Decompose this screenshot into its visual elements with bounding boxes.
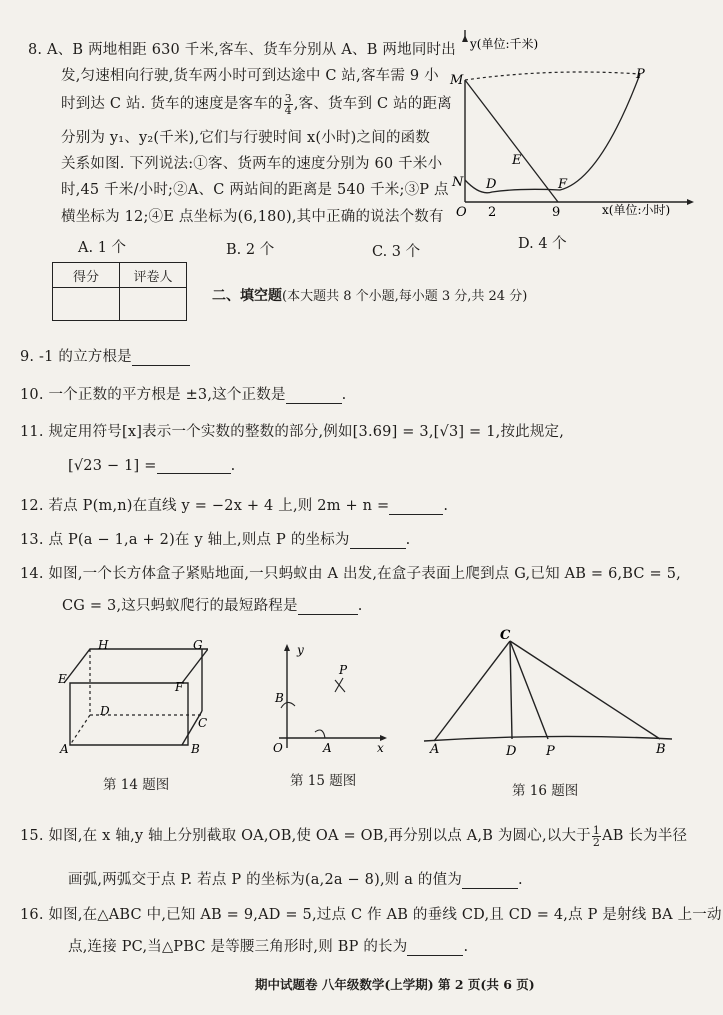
q12-text: 12. 若点 P(m,n)在直线 y = −2x + 4 上,则 2m + n = [20, 498, 390, 514]
q8-label-n: N [452, 175, 464, 190]
fig16-altitude-cd [510, 641, 512, 739]
q8-line-mf [465, 80, 558, 202]
question-9 [20, 345, 190, 366]
fig15-label-p: P [339, 663, 348, 677]
q16-text: 点,连接 PC,当△PBC 是等腰三角形时,则 BP 的长为 [68, 939, 408, 955]
q16-answer-blank[interactable] [407, 955, 463, 956]
grader-cell[interactable] [120, 288, 187, 321]
q8-tick-9: 9 [552, 205, 561, 220]
q8-graph [440, 30, 710, 230]
question-16-line-2: 点,连接 PC,当△PBC 是等腰三角形时,则 BP 的长为 . [68, 939, 469, 955]
q8-label-e: E [512, 153, 522, 168]
q15-frac-num: 1 [592, 823, 601, 837]
q8-line-3 [61, 92, 452, 117]
q10-text: 10. 一个正数的平方根是 ±3,这个正数是 [20, 387, 286, 403]
cuboid-label-h: H [98, 638, 109, 652]
score-header: 得分 [53, 263, 120, 288]
question-16-line-1: 16. 如图,在△ABC 中,已知 AB = 9,AD = 5,过点 C 作 AB 的垂线 CD,且 CD = 4,点 P 是射线 BA 上一动 [20, 907, 722, 923]
question-10: 10. 一个正数的平方根是 ±3,这个正数是 . [20, 387, 347, 403]
q11-text: [√23 − 1] = [68, 458, 157, 474]
section-2-note: (本大题共 8 个小题,每小题 3 分,共 24 分) [282, 289, 528, 304]
fig15-label-o: O [273, 741, 283, 755]
figure-15-axes [265, 640, 395, 760]
q13-answer-blank[interactable] [350, 548, 406, 549]
q8-y-axis-label: y(单位:千米) [470, 37, 539, 51]
q15-text-post: AB 长为半径 [602, 828, 688, 844]
score-table [52, 262, 187, 321]
cuboid-label-b: B [191, 742, 200, 755]
q13-text: 13. 点 P(a − 1,a + 2)在 y 轴上,则点 P 的坐标为 [20, 532, 350, 548]
fig15-arc-a [315, 730, 325, 738]
q8-line-5: 关系如图. 下列说法:①客、货两车的速度分别为 60 千米小 [61, 156, 443, 172]
fig16-side-cb [510, 641, 660, 739]
q9-answer-blank[interactable] [132, 365, 190, 366]
q8-option-d: D. 4 个 [518, 236, 567, 252]
question-12: 12. 若点 P(m,n)在直线 y = −2x + 4 上,则 2m + n = . [20, 498, 449, 514]
fig15-label-y: y [297, 643, 304, 657]
figure-16-triangle [420, 625, 680, 760]
q15-fraction [592, 825, 601, 848]
fig16-segment-cp [510, 641, 548, 739]
q11-answer-blank[interactable] [157, 473, 231, 474]
q8-option-a: A. 1 个 [78, 240, 127, 256]
q8-option-c: C. 3 个 [372, 244, 421, 260]
question-13: 13. 点 P(a − 1,a + 2)在 y 轴上,则点 P 的坐标为 . [20, 532, 411, 548]
figure-14-cuboid [58, 635, 208, 755]
question-15-line-1 [20, 824, 687, 848]
fig15-label-a: A [323, 741, 332, 755]
q9-text: 9. -1 的立方根是 [20, 349, 132, 365]
figure-16-caption: 第 16 题图 [512, 783, 579, 799]
q8-line-3-pre: 时到达 C 站. 货车的速度是客车的 [61, 96, 283, 112]
q8-tick-2: 2 [488, 205, 497, 220]
q8-line-4: 分别为 y₁、y₂(千米),它们与行驶时间 x(小时)之间的函数 [61, 130, 431, 146]
question-11-line-1: 11. 规定用符号[x]表示一个实数的整数的部分,例如[3.69] = 3,[√3] = 1,按此规定, [20, 424, 565, 440]
fig16-label-a: A [430, 742, 440, 757]
question-14-line-2: CG = 3,这只蚂蚁爬行的最短路程是 . [62, 598, 363, 614]
question-15-line-2: 画弧,两弧交于点 P. 若点 P 的坐标为(a,2a − 8),则 a 的值为 . [68, 872, 523, 888]
q8-fraction [284, 93, 293, 116]
cuboid-front-face [70, 683, 188, 745]
fig16-label-d: D [506, 744, 517, 759]
q8-label-f: F [558, 177, 568, 192]
cuboid-label-c: C [198, 716, 208, 730]
q12-answer-blank[interactable] [389, 514, 443, 515]
q15-frac-den: 2 [592, 835, 601, 849]
q8-line-1: 8. A、B 两地相距 630 千米,客车、货车分别从 A、B 两地同时出 [28, 42, 456, 58]
fig16-side-ca [434, 641, 510, 741]
q8-y-arrow [462, 35, 468, 42]
q8-label-p: P [636, 67, 645, 82]
cuboid-label-e: E [58, 672, 67, 686]
q8-line-np [465, 74, 640, 193]
cuboid-hidden-diagonal [70, 715, 90, 745]
section-2-heading [212, 285, 527, 305]
q8-frac-den: 4 [284, 103, 292, 117]
cuboid-label-d: D [100, 704, 110, 718]
q8-option-b: B. 2 个 [226, 242, 275, 258]
q10-answer-blank[interactable] [286, 403, 342, 404]
grader-header: 评卷人 [120, 263, 187, 288]
q8-x-axis-label: x(单位:小时) [602, 203, 671, 217]
q8-line-7: 横坐标为 12;④E 点坐标为(6,180),其中正确的说法个数有 [61, 209, 444, 225]
fig15-arcs-p [335, 678, 345, 692]
q15-text: 画弧,两弧交于点 P. 若点 P 的坐标为(a,2a − 8),则 a 的值为 [68, 872, 463, 888]
cuboid-label-f: F [175, 680, 184, 694]
q14-text: CG = 3,这只蚂蚁爬行的最短路程是 [62, 598, 298, 614]
q8-frac-num: 3 [284, 91, 292, 105]
score-cell[interactable] [53, 288, 120, 321]
figure-15-caption: 第 15 题图 [290, 773, 357, 789]
q8-line-2: 发,匀速相向行驶,货车两小时可到达途中 C 站,客车需 9 小 [61, 68, 439, 84]
q8-curve-mp [465, 72, 640, 80]
q8-line-6: 时,45 千米/小时;②A、C 两站间的距离是 540 千米;③P 点 [61, 182, 449, 198]
figure-14-caption: 第 14 题图 [103, 777, 170, 793]
q8-x-arrow [687, 199, 694, 205]
page-footer: 期中试题卷 八年级数学(上学期) 第 2 页(共 6 页) [255, 977, 535, 992]
cuboid-label-a: A [60, 742, 69, 755]
q8-label-o: O [456, 205, 467, 220]
fig15-label-x: x [377, 741, 384, 755]
fig16-label-b: B [656, 742, 666, 757]
question-14-line-1: 14. 如图,一个长方体盒子紧贴地面,一只蚂蚁由 A 出发,在盒子表面上爬到点 G,已知 AB = 6,BC = 5, [20, 566, 681, 582]
section-2-title: 二、填空题 [212, 288, 282, 304]
q8-line-3-post: ,客、货车到 C 站的距离 [293, 96, 452, 112]
q15-text-pre: 15. 如图,在 x 轴,y 轴上分别截取 OA,OB,使 OA = OB,再分别以点 A,B 为圆心,以大于 [20, 828, 591, 844]
question-11-line-2: [√23 − 1] = . [68, 458, 236, 474]
cuboid-top-edges [64, 649, 208, 683]
q8-label-d: D [486, 177, 497, 192]
q8-label-m: M [450, 73, 464, 88]
fig15-label-b: B [275, 691, 284, 705]
cuboid-label-g: G [193, 638, 203, 652]
fig16-label-c: C [500, 628, 511, 643]
fig16-label-p: P [546, 744, 555, 759]
q14-answer-blank[interactable] [298, 614, 358, 615]
q15-answer-blank[interactable] [462, 888, 518, 889]
